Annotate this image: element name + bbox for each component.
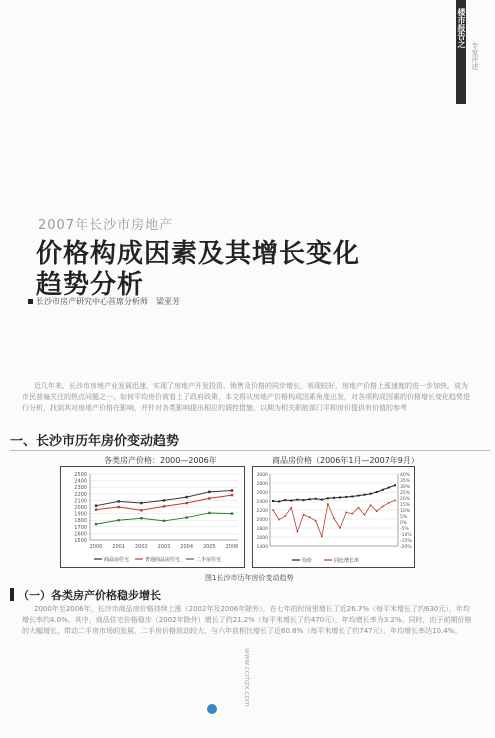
right-data-point [339, 496, 341, 498]
right-data-point [388, 487, 390, 489]
left-data-point [208, 497, 210, 499]
left-data-point [185, 502, 187, 504]
right-data-point [309, 516, 311, 518]
right-y2-tick-label: 5% [400, 515, 408, 520]
left-legend-label: 普通商品房住宅 [145, 557, 181, 563]
left-y-tick-label: 2500 [74, 472, 87, 478]
right-y2-tick-label: 35% [400, 479, 411, 484]
right-data-point [364, 514, 366, 516]
left-y-tick-label: 2200 [74, 491, 87, 498]
left-x-tick-label: 2001 [112, 544, 126, 550]
right-data-point [345, 512, 347, 514]
right-data-point [333, 497, 335, 499]
left-y-tick-label: 1700 [74, 524, 87, 531]
right-data-point [272, 509, 274, 511]
right-data-point [357, 495, 359, 497]
article-title-line-2: 趋势分析 [36, 270, 145, 300]
figure-caption: 图1长沙市历年房价变动趋势 [205, 574, 294, 582]
left-chart [60, 466, 245, 568]
left-y-tick-label: 1900 [74, 511, 87, 518]
byline-marker [28, 299, 33, 304]
right-data-point [339, 527, 341, 529]
right-y2-tick-label: -10% [400, 533, 412, 538]
right-y2-tick-label: 0% [400, 521, 408, 526]
right-data-point [290, 500, 292, 502]
right-data-point [303, 499, 305, 501]
left-y-tick-label: 2400 [74, 478, 87, 485]
left-data-point [231, 489, 233, 491]
right-data-point [351, 513, 353, 515]
left-chart-frame [61, 467, 245, 568]
left-chart-title: 各类房产价格：2000—2006年 [104, 456, 217, 465]
left-data-point [163, 505, 165, 507]
right-y2-tick-label: 30% [400, 485, 411, 490]
right-y-tick-label: 2000 [256, 518, 268, 523]
right-data-point [284, 515, 286, 517]
right-data-point [296, 499, 298, 501]
right-data-point [333, 518, 335, 520]
right-y-tick-label: 1600 [256, 536, 268, 541]
left-legend-label: 二手房住宅 [196, 557, 222, 563]
right-data-point [290, 507, 292, 509]
right-data-point [303, 514, 305, 516]
left-x-tick-label: 2003 [157, 544, 171, 550]
right-data-point [382, 506, 384, 508]
right-data-point [315, 498, 317, 500]
right-y-tick-label: 2600 [256, 491, 268, 496]
right-y2-tick-label: 15% [400, 503, 411, 508]
right-y2-tick-label: 40% [400, 473, 411, 478]
left-data-point [185, 516, 187, 518]
right-data-point [370, 493, 372, 495]
right-data-point [321, 536, 323, 538]
right-data-point [394, 484, 396, 486]
left-data-point [163, 499, 165, 501]
left-data-point [208, 491, 210, 493]
section-divider [10, 450, 490, 451]
left-data-point [117, 500, 119, 502]
right-data-point [370, 504, 372, 506]
column-tab-sub: 专家评述 [471, 42, 479, 70]
right-y2-tick-label: 25% [400, 491, 411, 496]
left-data-point [117, 519, 119, 521]
left-data-point [231, 494, 233, 496]
right-data-point [364, 494, 366, 496]
left-x-tick-label: 2006 [225, 544, 239, 550]
right-y-tick-label: 2800 [256, 482, 268, 487]
subsection-heading: （一）各类房产价格稳步增长 [18, 589, 161, 602]
left-x-tick-label: 2005 [202, 544, 216, 550]
left-data-point [185, 496, 187, 498]
left-x-tick-label: 2000 [89, 544, 103, 550]
left-y-tick-label: 2300 [74, 485, 87, 492]
right-data-point [376, 491, 378, 493]
right-data-point [309, 498, 311, 500]
left-data-point [117, 506, 119, 508]
body-paragraph: 2000年至2006年，长沙市商品房价格持续上涨（2002年及2006年除外），在七年的时间里增长了近26.7%（每平米增长了约630元），年均增长率约4.0%。其中，商品住宅价格稳步（2002年除外）增长了约21.2%（每平米增长了约470元），年均增长率为3.2%。同时，由于前期价格的大幅增长，带动二手房市场的发展，二手房价格波动较大，与六年前相比增长了近60.8%（每平米增长了约747元），年均增长率达10.4%。 [22, 605, 472, 635]
right-y-tick-label: 1400 [256, 545, 268, 550]
right-y-tick-label: 2400 [256, 500, 268, 505]
right-data-point [382, 489, 384, 491]
left-y-tick-label: 2100 [74, 498, 87, 505]
left-data-point [95, 523, 97, 525]
right-data-point [278, 500, 280, 502]
right-data-point [351, 496, 353, 498]
left-legend-label: 商品房住宅 [104, 557, 130, 563]
column-tab-label: 楼市报告之 [457, 8, 466, 48]
left-data-point [140, 509, 142, 511]
left-data-point [95, 504, 97, 506]
right-data-point [358, 507, 360, 509]
left-data-point [140, 517, 142, 519]
right-data-point [278, 519, 280, 521]
right-data-point [297, 531, 299, 533]
right-data-point [345, 496, 347, 498]
right-y-tick-label: 3000 [256, 473, 268, 478]
column-tab [454, 0, 495, 110]
left-y-tick-label: 2000 [74, 505, 87, 511]
article-title-line-1: 价格构成因素及其增长变化 [36, 239, 361, 269]
right-legend-label: 同比增长率 [334, 558, 360, 564]
intro-paragraph: 近几年来，长沙市房地产业发展迅速，实现了房地产开发投资、销售及价格的同步增长，表现较好，房地产价格上涨速度的进一步加快。成为市民普遍关注的热点问题之一。如何平均房价被看上了政府政策，本文将从房地产价格构成因素角度出发，对各项构成因素的价格增长变化趋势进行分析，找到其对房地产价格在影响，并针对各类影响提出相应的调控措施，以期为相关职能部门平抑房价提供有价值的参考 [22, 382, 470, 412]
left-x-tick-label: 2002 [134, 544, 148, 550]
right-chart-title: 商品房价格（2006年1月—2007年9月） [272, 456, 419, 465]
right-data-point [284, 499, 286, 501]
right-data-point [376, 510, 378, 512]
right-data-point [394, 500, 396, 502]
right-data-point [388, 502, 390, 504]
footer-url: www.ccrhzx.com [243, 648, 251, 707]
right-y-tick-label: 1800 [256, 527, 268, 532]
left-x-tick-label: 2004 [180, 544, 194, 550]
right-data-point [315, 520, 317, 522]
right-y2-tick-label: 20% [400, 497, 411, 502]
section-heading: 一、长沙市历年房价变动趋势 [10, 434, 180, 449]
right-data-point [327, 503, 329, 505]
article-subtitle: 2007年长沙市房地产 [38, 218, 174, 233]
right-y2-tick-label: -5% [400, 527, 409, 532]
right-data-point [272, 500, 274, 502]
left-data-point [95, 508, 97, 510]
left-data-point [163, 520, 165, 522]
right-data-point [327, 497, 329, 499]
right-y-tick-label: 2200 [256, 509, 268, 514]
subsection-marker [10, 588, 14, 601]
left-data-point [208, 512, 210, 514]
right-y2-tick-label: 10% [400, 509, 411, 514]
left-data-point [231, 512, 233, 514]
right-y2-tick-label: -15% [400, 539, 412, 544]
right-chart [252, 466, 415, 568]
right-legend-label: 均价 [302, 558, 313, 564]
left-data-point [140, 502, 142, 504]
left-y-tick-label: 1800 [74, 518, 87, 525]
left-y-tick-label: 1500 [74, 538, 87, 544]
right-data-point [321, 499, 323, 501]
right-y2-tick-label: -20% [400, 545, 412, 550]
left-y-tick-label: 1600 [74, 531, 87, 538]
byline: 长沙市房产研究中心首席分析师 梁亚芳 [36, 297, 180, 306]
footer-logo-icon [207, 704, 217, 714]
